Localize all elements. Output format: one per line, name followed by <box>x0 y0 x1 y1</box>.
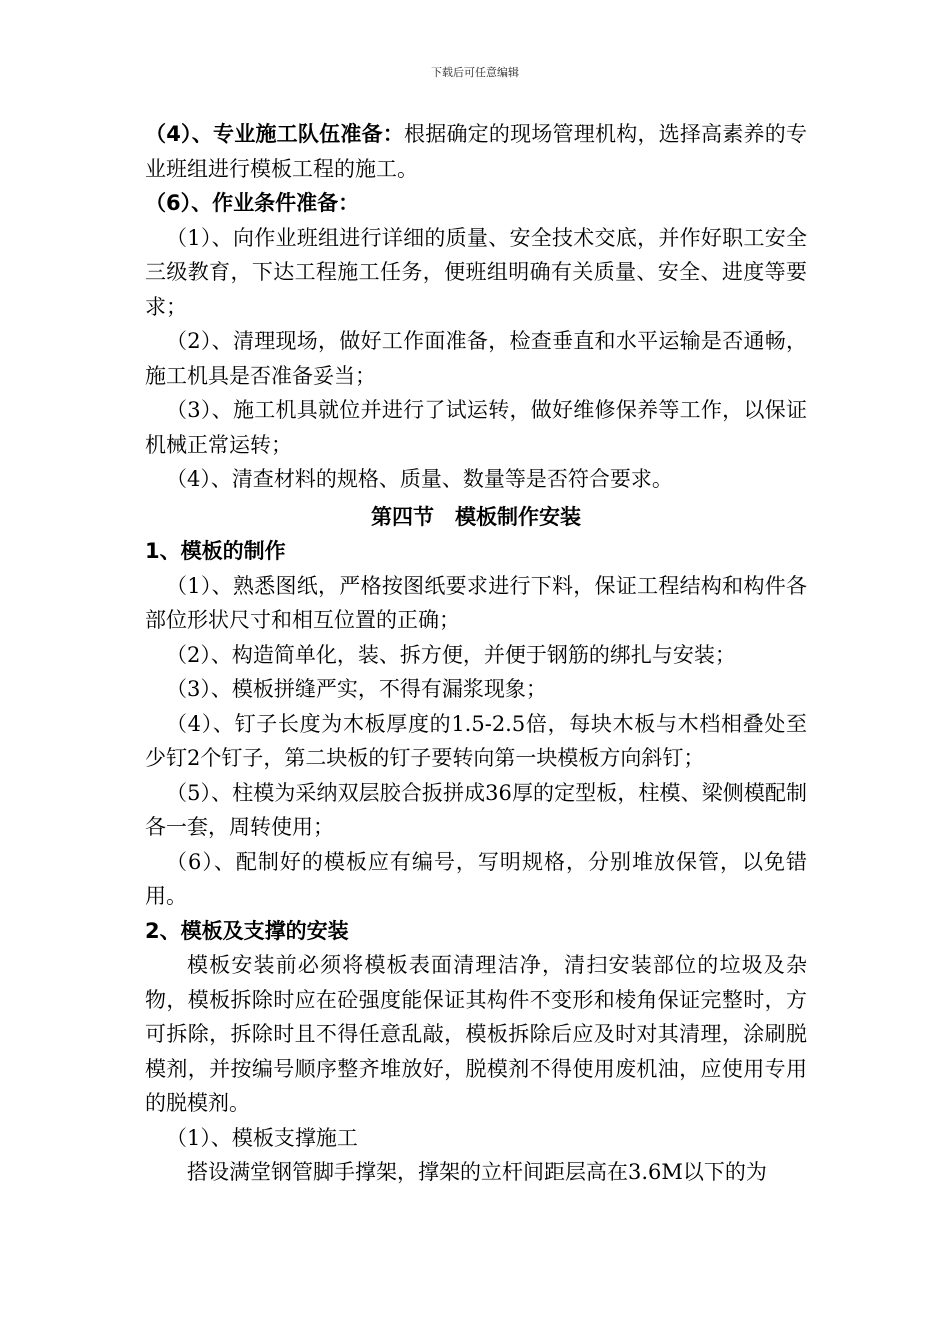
paragraph-work-conditions-heading <box>145 186 807 221</box>
list-item-condition-1: （1）、向作业班组进行详细的质量、安全技术交底，并作好职工安全三级教育，下达工程施工任务，便班组明确有关质量、安全、进度等要求； <box>145 225 807 319</box>
list-item-fabrication-4: （4）、钉子长度为木板厚度的1.5-2.5倍，每块木板与木档相叠处至少钉2个钉子，第二块板的钉子要转向第一块模板方向斜钉； <box>145 711 807 770</box>
list-item-fabrication-3: （3）、模板拼缝严实，不得有漏浆现象； <box>166 677 547 701</box>
subsection-heading-installation: 2、模板及支撑的安装 <box>145 918 349 943</box>
list-item-condition-2: （2）、清理现场，做好工作面准备，检查垂直和水平运输是否通畅，施工机具是否准备妥当； <box>145 329 807 388</box>
list-item-fabrication-6: （6）、配制好的模板应有编号，写明规格，分别堆放保管，以免错用。 <box>145 849 807 908</box>
list-item-fabrication-2: （2）、构造简单化，装、拆方便，并便于钢筋的绑扎与安装； <box>166 642 736 667</box>
list-item-condition-4: （4）、清查材料的规格、质量、数量等是否符合要求。 <box>166 467 673 491</box>
paragraph-installation-intro: 模板安装前必须将模板表面清理洁净，清扫安装部位的垃圾及杂物，模板拆除时应在砼强度能保证其构件不变形和棱角保证完整时，方可拆除，拆除时且不得任意乱敲，模板拆除后应及时对其清理，涂刷脱模剂，并按编号顺序整齐堆放好，脱模剂不得使用废机油，应使用专用的脱模剂。 <box>145 953 807 1115</box>
paragraph-lead-bold: （4）、专业施工队伍准备： <box>145 122 404 146</box>
document-body <box>145 117 807 1190</box>
subsection-heading-fabrication: 1、模板的制作 <box>145 539 286 563</box>
section-title: 第四节 模板制作安装 <box>371 504 581 529</box>
list-item-support-construction: （1）、模板支撑施工 <box>166 1125 358 1150</box>
paragraph-team-preparation <box>145 117 807 186</box>
paragraph-text: 根据确定的现场管理机构，选择高素养的专业班组进行模板工程的施工。 <box>145 122 807 181</box>
paragraph-support-text: 搭设满堂钢管脚手撑架，撑架的立杆间距层高在3.6M以下的为 <box>187 1160 767 1184</box>
list-item-condition-3: （3）、施工机具就位并进行了试运转，做好维修保养等工作，以保证机械正常运转； <box>145 398 807 457</box>
list-item-fabrication-1: （1）、熟悉图纸，严格按图纸要求进行下料，保证工程结构和构件各部位形状尺寸和相互位置的正确； <box>145 573 807 632</box>
paragraph-lead-bold: （6）、作业条件准备： <box>145 191 360 215</box>
list-item-fabrication-5: （5）、柱模为采纳双层胶合扳拼成36厚的定型板，柱模、梁侧模配制各一套，周转使用； <box>145 780 807 839</box>
page-header-note: 下载后可任意编辑 <box>431 66 519 79</box>
